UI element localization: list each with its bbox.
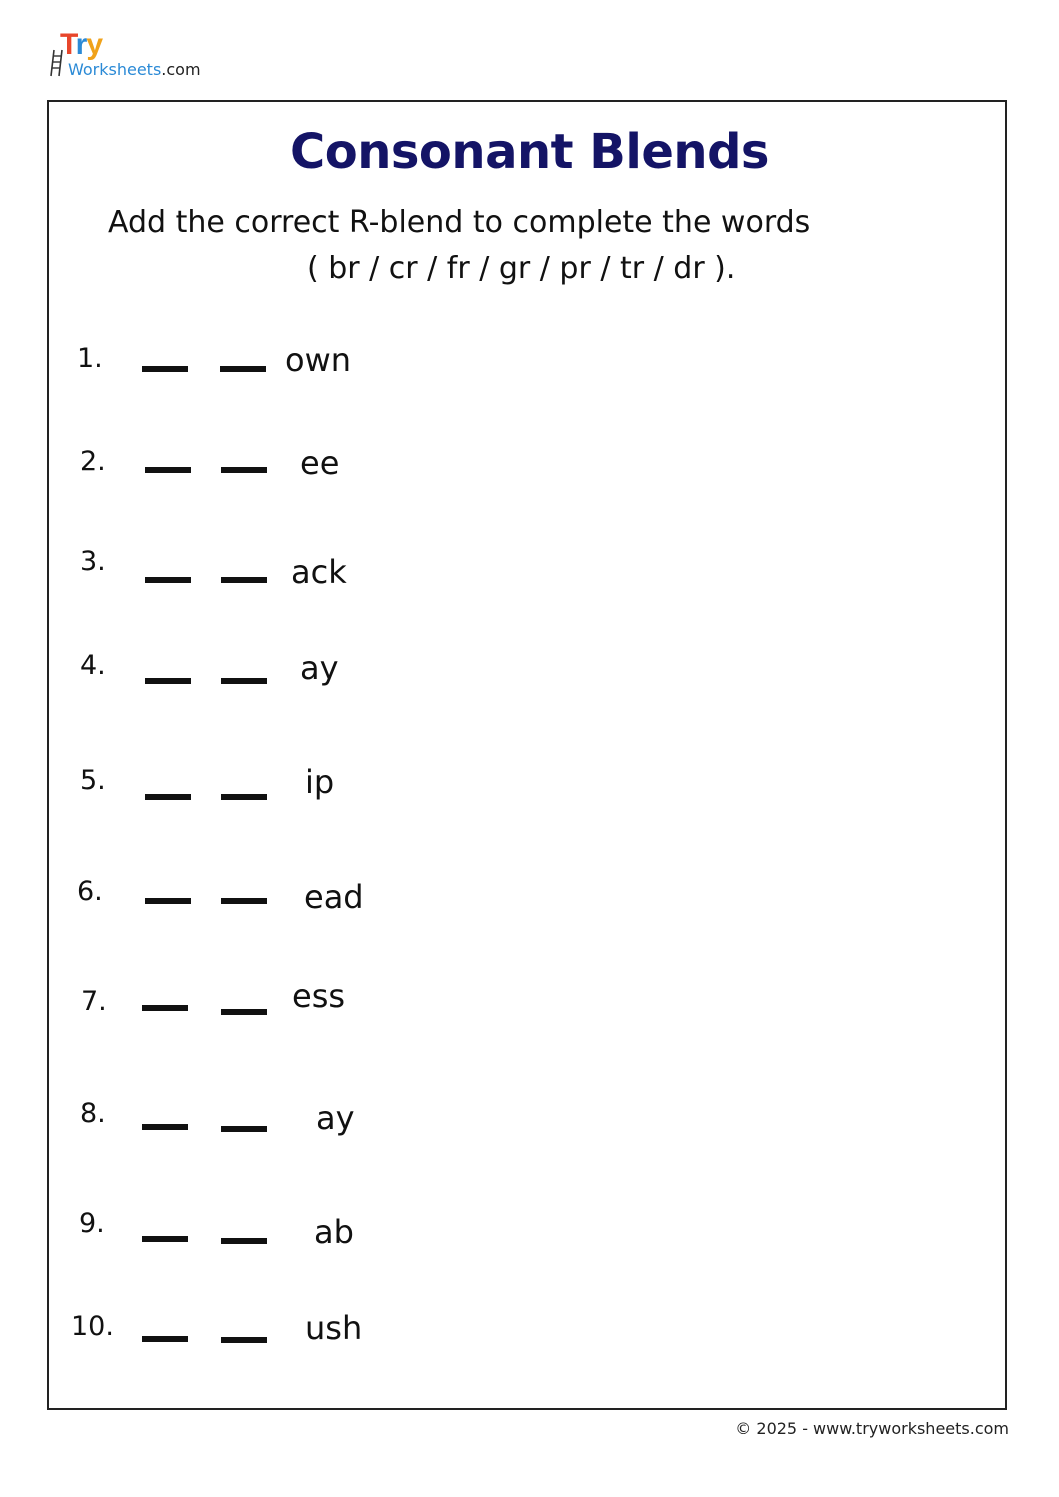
instruction-line-1: Add the correct R-blend to complete the words [108,205,811,240]
word-ending: own [285,341,352,379]
logo-letter-y: y [86,28,103,61]
item-number: 7. [81,986,107,1017]
word-ending: ush [305,1309,363,1347]
letter-blank-1[interactable] [145,467,191,473]
copyright-footer: © 2025 - www.tryworksheets.com [735,1419,1009,1438]
letter-blank-2[interactable] [221,1238,267,1244]
letter-blank-2[interactable] [221,898,267,904]
letter-blank-1[interactable] [142,366,188,372]
logo-letter-r: r [75,28,87,61]
tryworksheets-logo [50,28,230,84]
item-number: 9. [79,1208,105,1239]
word-ending: ack [291,553,347,591]
logo-worksheets-text [68,60,201,80]
word-ending: ip [305,763,335,801]
letter-blank-1[interactable] [145,898,191,904]
item-number: 1. [77,343,103,374]
instruction-line-2: ( br / cr / fr / gr / pr / tr / dr ). [307,251,736,286]
word-ending: ess [292,977,346,1015]
letter-blank-1[interactable] [145,577,191,583]
letter-blank-2[interactable] [221,467,267,473]
logo-try-text [60,28,102,62]
letter-blank-1[interactable] [142,1005,188,1011]
item-number: 10. [71,1311,114,1342]
item-number: 8. [80,1098,106,1129]
word-ending: ead [304,878,364,916]
word-ending: ee [300,444,340,482]
letter-blank-2[interactable] [221,1337,267,1343]
letter-blank-1[interactable] [145,794,191,800]
letter-blank-2[interactable] [220,366,266,372]
letter-blank-1[interactable] [145,678,191,684]
letter-blank-2[interactable] [221,1009,267,1015]
letter-blank-1[interactable] [142,1336,188,1342]
letter-blank-2[interactable] [221,794,267,800]
word-ending: ay [316,1099,355,1137]
logo-letter-t: T [60,28,76,61]
letter-blank-1[interactable] [142,1124,188,1130]
word-ending: ab [314,1213,354,1251]
letter-blank-2[interactable] [221,1126,267,1132]
item-number: 6. [77,876,103,907]
item-number: 2. [80,446,106,477]
letter-blank-2[interactable] [221,678,267,684]
letter-blank-2[interactable] [221,577,267,583]
worksheet-border [47,100,1007,1410]
letter-blank-1[interactable] [142,1236,188,1242]
item-number: 3. [80,546,106,577]
logo-worksheets-word: Worksheets [68,60,162,79]
worksheet-title: Consonant Blends [289,124,769,180]
item-number: 5. [80,765,106,796]
logo-dotcom: .com [161,60,201,79]
word-ending: ay [300,649,339,687]
item-number: 4. [80,650,106,681]
